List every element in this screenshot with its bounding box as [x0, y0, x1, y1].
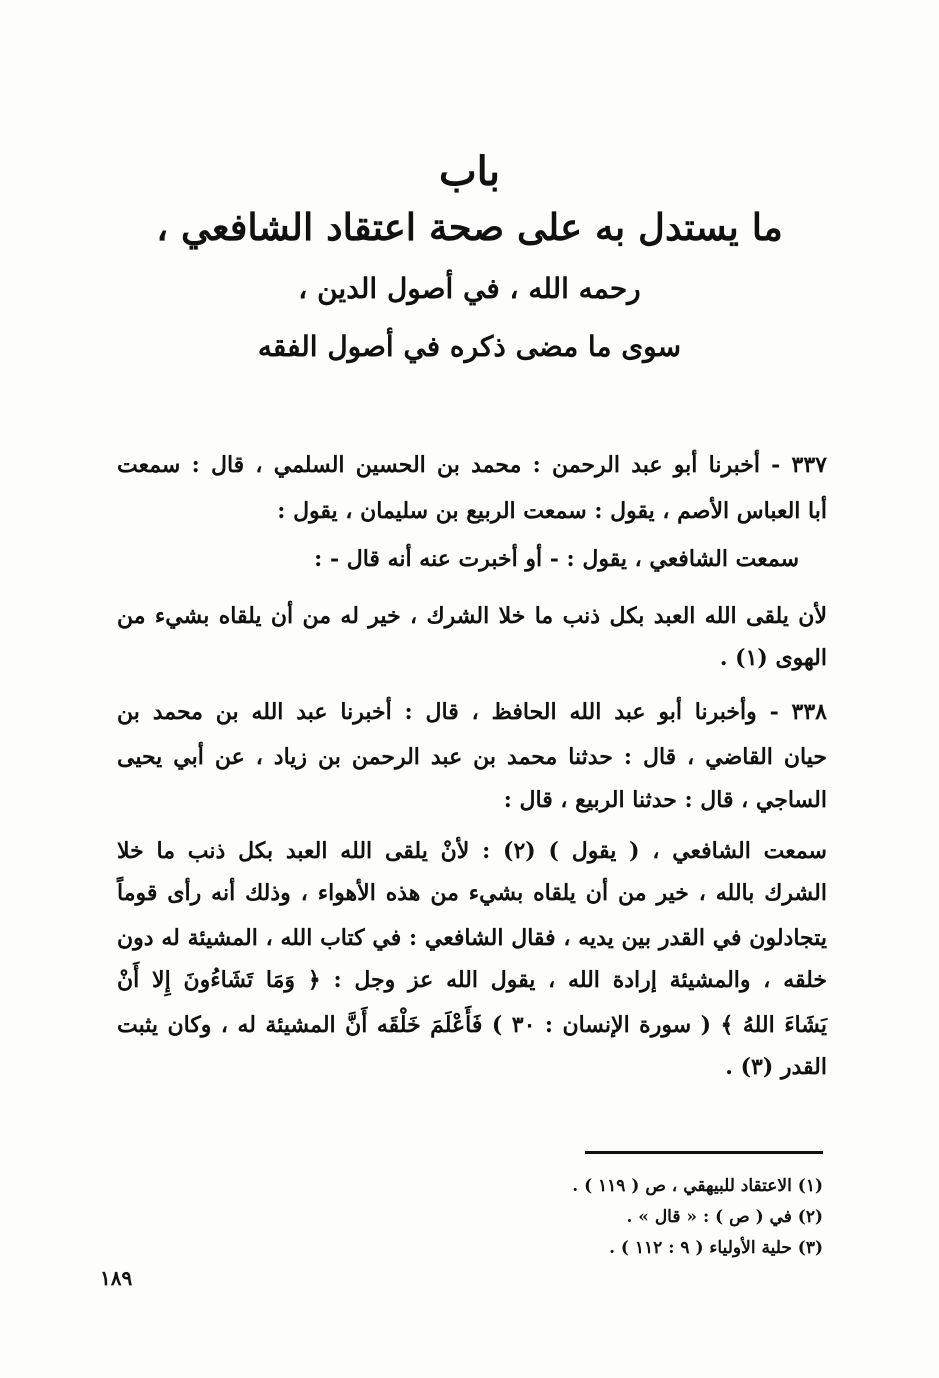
- text-line: سمعت الشافعي ، يقول : - أو أخبرت عنه أنه قال - :: [314, 546, 799, 572]
- footnote: (٢) في ( ص ) : « قال » .: [626, 1207, 823, 1227]
- footnote-divider: [585, 1151, 823, 1154]
- text-line: القدر (٣) .: [725, 1054, 827, 1080]
- text-line: حيان القاضي ، قال : حدثنا محمد بن عبد الرحمن بن زياد ، عن أبي يحيى: [117, 744, 827, 770]
- chapter-title: ما يستدل به على صحة اعتقاد الشافعي ،: [156, 205, 783, 249]
- footnote: (٣) حلية الأولياء ( ٩ : ١١٢ ) .: [609, 1238, 823, 1258]
- text-line: أبا العباس الأصم ، يقول : سمعت الربيع بن سليمان ، يقول :: [277, 498, 827, 524]
- chapter-label: باب: [439, 148, 500, 195]
- text-line: سمعت الشافعي ، ( يقول ) (٢) : لأنْ يلقى الله العبد بكل ذنب ما خلا: [117, 838, 827, 864]
- footnote: (١) الاعتقاد للبيهقي ، ص ( ١١٩ ) .: [572, 1176, 823, 1196]
- text-line: يتجادلون في القدر بين يديه ، فقال الشافعي : في كتاب الله ، المشيئة له دون: [117, 925, 827, 951]
- text-line: يَشَاءَ اللهُ ﴾ ( سورة الإنسان : ٣٠ ) فَأَعْلَمَ خَلْقَه أَنَّ المشيئة له ، وكان يثبت: [117, 1012, 827, 1038]
- text-line: ٣٣٧ - أخبرنا أبو عبد الرحمن : محمد بن الحسين السلمي ، قال : سمعت: [117, 452, 827, 478]
- text-line: الشرك بالله ، خير من أن يلقاه بشيء من هذه الأهواء ، وذلك أنه رأى قوماً: [117, 880, 827, 906]
- text-line: الهوى (١) .: [719, 645, 827, 671]
- chapter-subtitle-2: سوى ما مضى ذكره في أصول الفقه: [257, 330, 682, 363]
- text-line: لأن يلقى الله العبد بكل ذنب ما خلا الشرك ، خير له من أن يلقاه بشيء من: [117, 603, 827, 629]
- text-line: ٣٣٨ - وأخبرنا أبو عبد الله الحافظ ، قال : أخبرنا عبد الله بن محمد بن: [117, 699, 827, 725]
- text-line: الساجي ، قال : حدثنا الربيع ، قال :: [503, 787, 827, 813]
- page-number: ١٨٩: [100, 1266, 133, 1290]
- chapter-subtitle-1: رحمه الله ، في أصول الدين ،: [298, 272, 641, 305]
- text-line: خلقه ، والمشيئة إرادة الله ، يقول الله عز وجل : ﴿ وَمَا تَشَاءُونَ إِلا أَنْ: [117, 967, 827, 993]
